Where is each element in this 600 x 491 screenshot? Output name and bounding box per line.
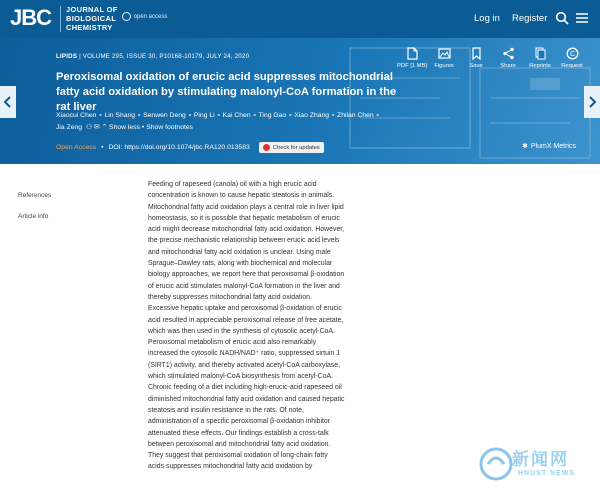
abstract-line: and mitochondrial fatty acid oxidation is unclear. Using male (148, 248, 331, 256)
article-sidebar (18, 192, 51, 234)
abstract-line: homeostasis, so it is possible that hepatic metabolism of erucic (148, 214, 340, 222)
article-abstract (148, 179, 385, 473)
reprints-button[interactable]: Reprints (524, 47, 556, 69)
logo-divider (60, 6, 61, 32)
author-list: Xiaocui Chen ∘ Lin Shang ∘ Senwen Deng ∘ Ping Li ∘ Kai Chen ∘ Ting Gao ∘ Xiao Zhang ∘ Zhilan Chen ∘ Jia Zeng ⚇ ✉ ⌃ Show less • Show footnotes (56, 110, 401, 134)
abstract-line: diminished mitochondrial fatty acid oxidation and caused hepatic (148, 395, 345, 403)
abstract-line: increased the cytosolic NADH/NAD⁺ ratio, suppressed sirtuin 1 (148, 350, 341, 358)
previous-article-button[interactable] (0, 86, 16, 118)
sidebar-item-references[interactable]: References (18, 192, 52, 199)
abstract-line: between peroxisomal and mitochondrial fatty acid oxidation. (148, 440, 331, 448)
crossmark-icon (263, 144, 270, 151)
request-icon (566, 47, 579, 60)
abstract-line: the precise mechanistic relationship between erucic acid levels (148, 237, 340, 245)
show-footnotes-link[interactable]: Show footnotes (146, 124, 194, 131)
section-link[interactable]: LIPIDS (56, 53, 78, 60)
abstract-line: acid might decrease mitochondrial fatty acid oxidation. However, (148, 226, 345, 234)
figures-button[interactable]: Figures (428, 47, 460, 69)
share-button[interactable]: Share (492, 47, 524, 69)
abstract-line: administration of a specific peroxisomal β-oxidation inhibitor (148, 418, 331, 426)
pdf-button[interactable]: PDF [1 MB] (396, 47, 428, 69)
save-icon (470, 47, 483, 60)
author-name[interactable]: Jia Zeng (56, 124, 83, 131)
abstract-line: steatosis and insulin resistance in the rats. Of note, (148, 406, 304, 414)
abstract-line: Sprague–Dawley rats, along with biochemical and molecular (148, 260, 333, 268)
login-link[interactable]: Log in (474, 13, 500, 24)
menu-icon[interactable] (576, 12, 588, 24)
watermark-text: 新闻网 (512, 450, 569, 470)
save-button[interactable]: Save (460, 47, 492, 69)
doi-link[interactable]: DOI: https://doi.org/10.1074/jbc.RA120.013583 (108, 144, 250, 151)
watermark-subtext: HNUST NEWS (518, 470, 576, 477)
journal-name[interactable]: JOURNAL OF BIOLOGICAL CHEMISTRY (66, 5, 118, 32)
abstract-line: thereby suppresses mitochondrial fatty acid oxidation. (148, 293, 312, 301)
authors-line[interactable]: Xiaocui Chen ∘ Lin Shang ∘ Senwen Deng ∘ Ping Li ∘ Kai Chen ∘ Ting Gao ∘ Xiao Zhang ∘ Zhilan Chen ∘ (56, 112, 380, 119)
abstract-line: biology approaches, we report here that peroxisomal β-oxidation (148, 271, 345, 279)
reprints-icon (534, 47, 547, 60)
pdf-icon (407, 47, 418, 60)
abstract-line: Peroxisomal metabolism of erucic acid also remarkably (148, 339, 317, 347)
person-icon: ⚇ (83, 124, 92, 131)
abstract-line: (SIRT1) activity, and thereby activated acetyl-CoA carboxylase, (148, 361, 341, 369)
article-tools (396, 47, 588, 69)
chevron-left-icon (4, 96, 12, 108)
plumx-icon: ✱ (522, 143, 528, 150)
abstract-line: attenuated these effects. Our findings establish a cross-talk (148, 429, 329, 437)
article-hero (0, 38, 600, 164)
abstract-line: Feeding of rapeseed (canola) oil with a high erucic acid (148, 181, 317, 188)
share-icon (502, 47, 515, 60)
open-access-badge: open access (122, 12, 167, 21)
abstract-line: Mitochondrial fatty acid oxidation plays a central role in liver lipid (148, 203, 344, 211)
abstract-line: of erucic acid stimulates malonyl-CoA formation in the liver and (148, 282, 340, 290)
jbc-logo[interactable]: JBC (10, 5, 52, 30)
chevron-up-icon: ⌃ (101, 124, 108, 131)
svg-text:C: C (569, 51, 575, 59)
chevron-right-icon (588, 96, 596, 108)
article-title: Peroxisomal oxidation of erucic acid suppresses mitochondrial fatty acid oxidation by stimulating malonyl-CoA formation in the rat liver (56, 71, 397, 113)
abstract-line: acid resulted in appreciable peroxisomal release of free acetate, (148, 316, 344, 324)
register-link[interactable]: Register (512, 13, 548, 24)
abstract-line: acids suppresses mitochondrial fatty acid oxidation by (148, 463, 313, 471)
sidebar-item-article-info[interactable]: Article info (18, 213, 49, 220)
abstract-line: Excessive hepatic uptake and peroxisomal β-oxidation of erucic (148, 305, 342, 313)
doi-row: Open Access • DOI: https://doi.org/10.1074/jbc.RA120.013583 Check for updates (56, 142, 324, 153)
top-header (0, 0, 600, 38)
show-less-link[interactable]: Show less (109, 124, 141, 131)
next-article-button[interactable] (584, 86, 600, 118)
request-button[interactable]: C Request (556, 47, 588, 69)
search-icon[interactable] (555, 11, 569, 25)
figures-icon (438, 47, 451, 60)
open-access-icon (122, 12, 131, 21)
abstract-line: which stimulated malonyl-CoA biosynthesis from acetyl-CoA. (148, 373, 333, 381)
abstract-line: Chronic feeding of a diet including high-erucic-acid rapeseed oil (148, 384, 342, 392)
open-access-label: Open Access (56, 144, 97, 151)
abstract-line: They suggest that peroxisomal oxidation of long-chain fatty (148, 452, 328, 460)
mail-icon: ✉ (93, 124, 100, 131)
abstract-line: which was then used in the synthesis of cytosolic acetyl-CoA. (148, 327, 335, 335)
check-updates-button[interactable]: Check for updates (259, 142, 324, 153)
abstract-line: concentration is known to cause hepatic steatosis in animals. (148, 192, 335, 200)
article-meta: LIPIDS | VOLUME 295, ISSUE 30, P10168-10179, JULY 24, 2020 (56, 53, 250, 60)
plumx-metrics-link[interactable]: ✱ PlumX Metrics (522, 142, 576, 150)
